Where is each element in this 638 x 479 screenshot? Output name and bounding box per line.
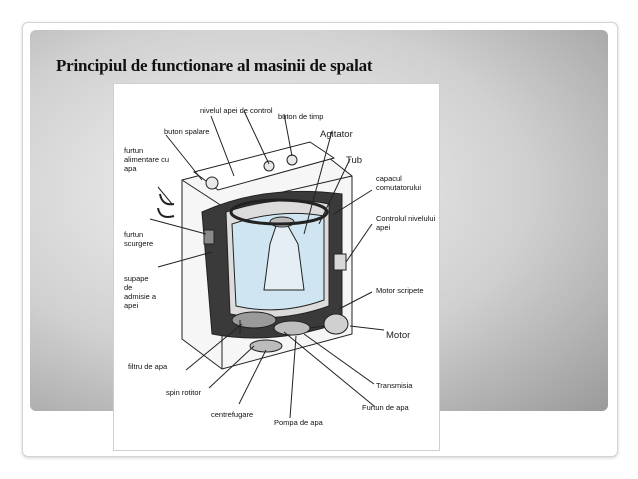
label-buton-spalare: buton spalare: [164, 127, 210, 136]
label-furtun-scurgere: furtun scurgere: [124, 230, 154, 248]
label-furtun-de-apa: Furtun de apa: [362, 403, 409, 412]
label-tub: Tub: [346, 155, 363, 166]
label-spin-rotitor: spin rotitor: [166, 388, 202, 397]
label-supape: supape de admisie a apei: [124, 274, 157, 310]
label-agitator: Agitator: [320, 129, 353, 140]
label-pompa: Pompa de apa: [274, 418, 323, 427]
label-furtun-alimentare: furtun alimentare cu apa: [124, 146, 170, 173]
washing-machine-illustration: [114, 84, 439, 450]
label-nivelul-apei-de-control: nivelul apei de control: [200, 106, 273, 115]
label-motor: Motor: [386, 330, 411, 341]
label-centrefugare: centrefugare: [211, 410, 254, 419]
label-buton-de-timp: buton de timp: [278, 112, 324, 121]
washing-machine-diagram: [113, 83, 440, 451]
label-transmisia: Transmisia: [376, 381, 413, 390]
label-controlul-nivelului: Controlul nivelului apei: [376, 214, 436, 232]
label-filtru: filtru de apa: [128, 362, 168, 371]
label-capacul-comutatorului: capacul comutatorului: [376, 174, 422, 192]
label-motor-scripete: Motor scripete: [376, 286, 424, 295]
slide-title: Principiul de functionare al masinii de spalat: [56, 56, 373, 75]
